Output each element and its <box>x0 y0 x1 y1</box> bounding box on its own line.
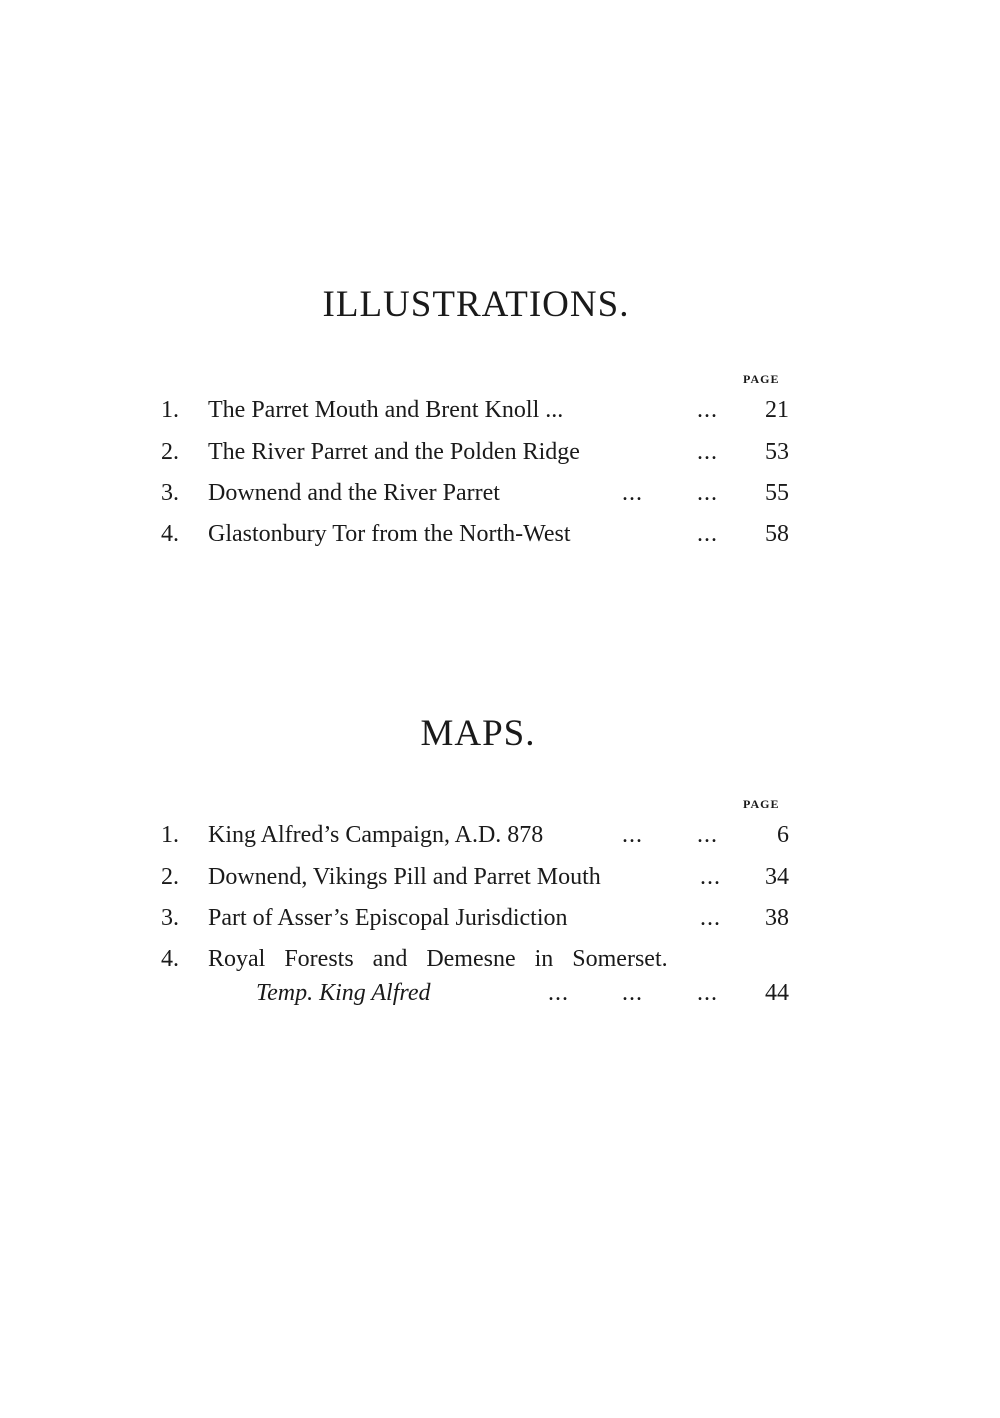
item-page: 55 <box>765 480 789 506</box>
leader-dots: ... <box>697 822 718 848</box>
item-title: Part of Asser’s Episcopal Jurisdiction <box>208 905 568 931</box>
item-number: 3. <box>161 480 179 506</box>
leader-dots: ... <box>622 980 643 1006</box>
item-page: 21 <box>765 397 789 423</box>
leader-dots: ... <box>697 980 718 1006</box>
item-title: The Parret Mouth and Brent Knoll ... <box>208 397 564 423</box>
item-number: 4. <box>161 946 179 972</box>
item-page: 44 <box>765 980 789 1006</box>
illustration-row <box>0 397 1000 431</box>
item-number: 2. <box>161 439 179 465</box>
map-row <box>0 822 1000 856</box>
leader-dots: ... <box>697 521 718 547</box>
leader-dots: ... <box>548 980 569 1006</box>
item-number: 1. <box>161 397 179 423</box>
item-title: Downend, Vikings Pill and Parret Mouth <box>208 864 601 890</box>
item-title: The River Parret and the Polden Ridge <box>208 439 580 465</box>
maps-heading: MAPS. <box>420 713 536 754</box>
illustrations-heading: ILLUSTRATIONS. <box>322 284 630 325</box>
leader-dots: ... <box>622 480 643 506</box>
map-row-continuation <box>0 980 1000 1014</box>
maps-page-column-label: PAGE <box>743 797 780 811</box>
map-row <box>0 864 1000 898</box>
illustration-row <box>0 480 1000 514</box>
leader-dots: ... <box>697 439 718 465</box>
illustrations-page-column-label: PAGE <box>743 372 780 386</box>
item-page: 6 <box>777 822 789 848</box>
map-row <box>0 946 1000 980</box>
item-page: 53 <box>765 439 789 465</box>
leader-dots: ... <box>697 397 718 423</box>
item-title: King Alfred’s Campaign, A.D. 878 <box>208 822 544 848</box>
item-page: 58 <box>765 521 789 547</box>
item-subtitle: Temp. King Alfred <box>256 980 431 1006</box>
item-number: 4. <box>161 521 179 547</box>
item-number: 1. <box>161 822 179 848</box>
leader-dots: ... <box>697 480 718 506</box>
leader-dots: ... <box>622 822 643 848</box>
item-number: 2. <box>161 864 179 890</box>
item-page: 34 <box>765 864 789 890</box>
leader-dots: ... <box>700 864 721 890</box>
illustration-row <box>0 521 1000 555</box>
map-row <box>0 905 1000 939</box>
item-title: Downend and the River Parret <box>208 480 500 506</box>
item-page: 38 <box>765 905 789 931</box>
item-title: Royal Forests and Demesne in Somerset. <box>208 946 668 972</box>
illustration-row <box>0 439 1000 473</box>
leader-dots: ... <box>700 905 721 931</box>
item-title: Glastonbury Tor from the North-West <box>208 521 571 547</box>
item-number: 3. <box>161 905 179 931</box>
